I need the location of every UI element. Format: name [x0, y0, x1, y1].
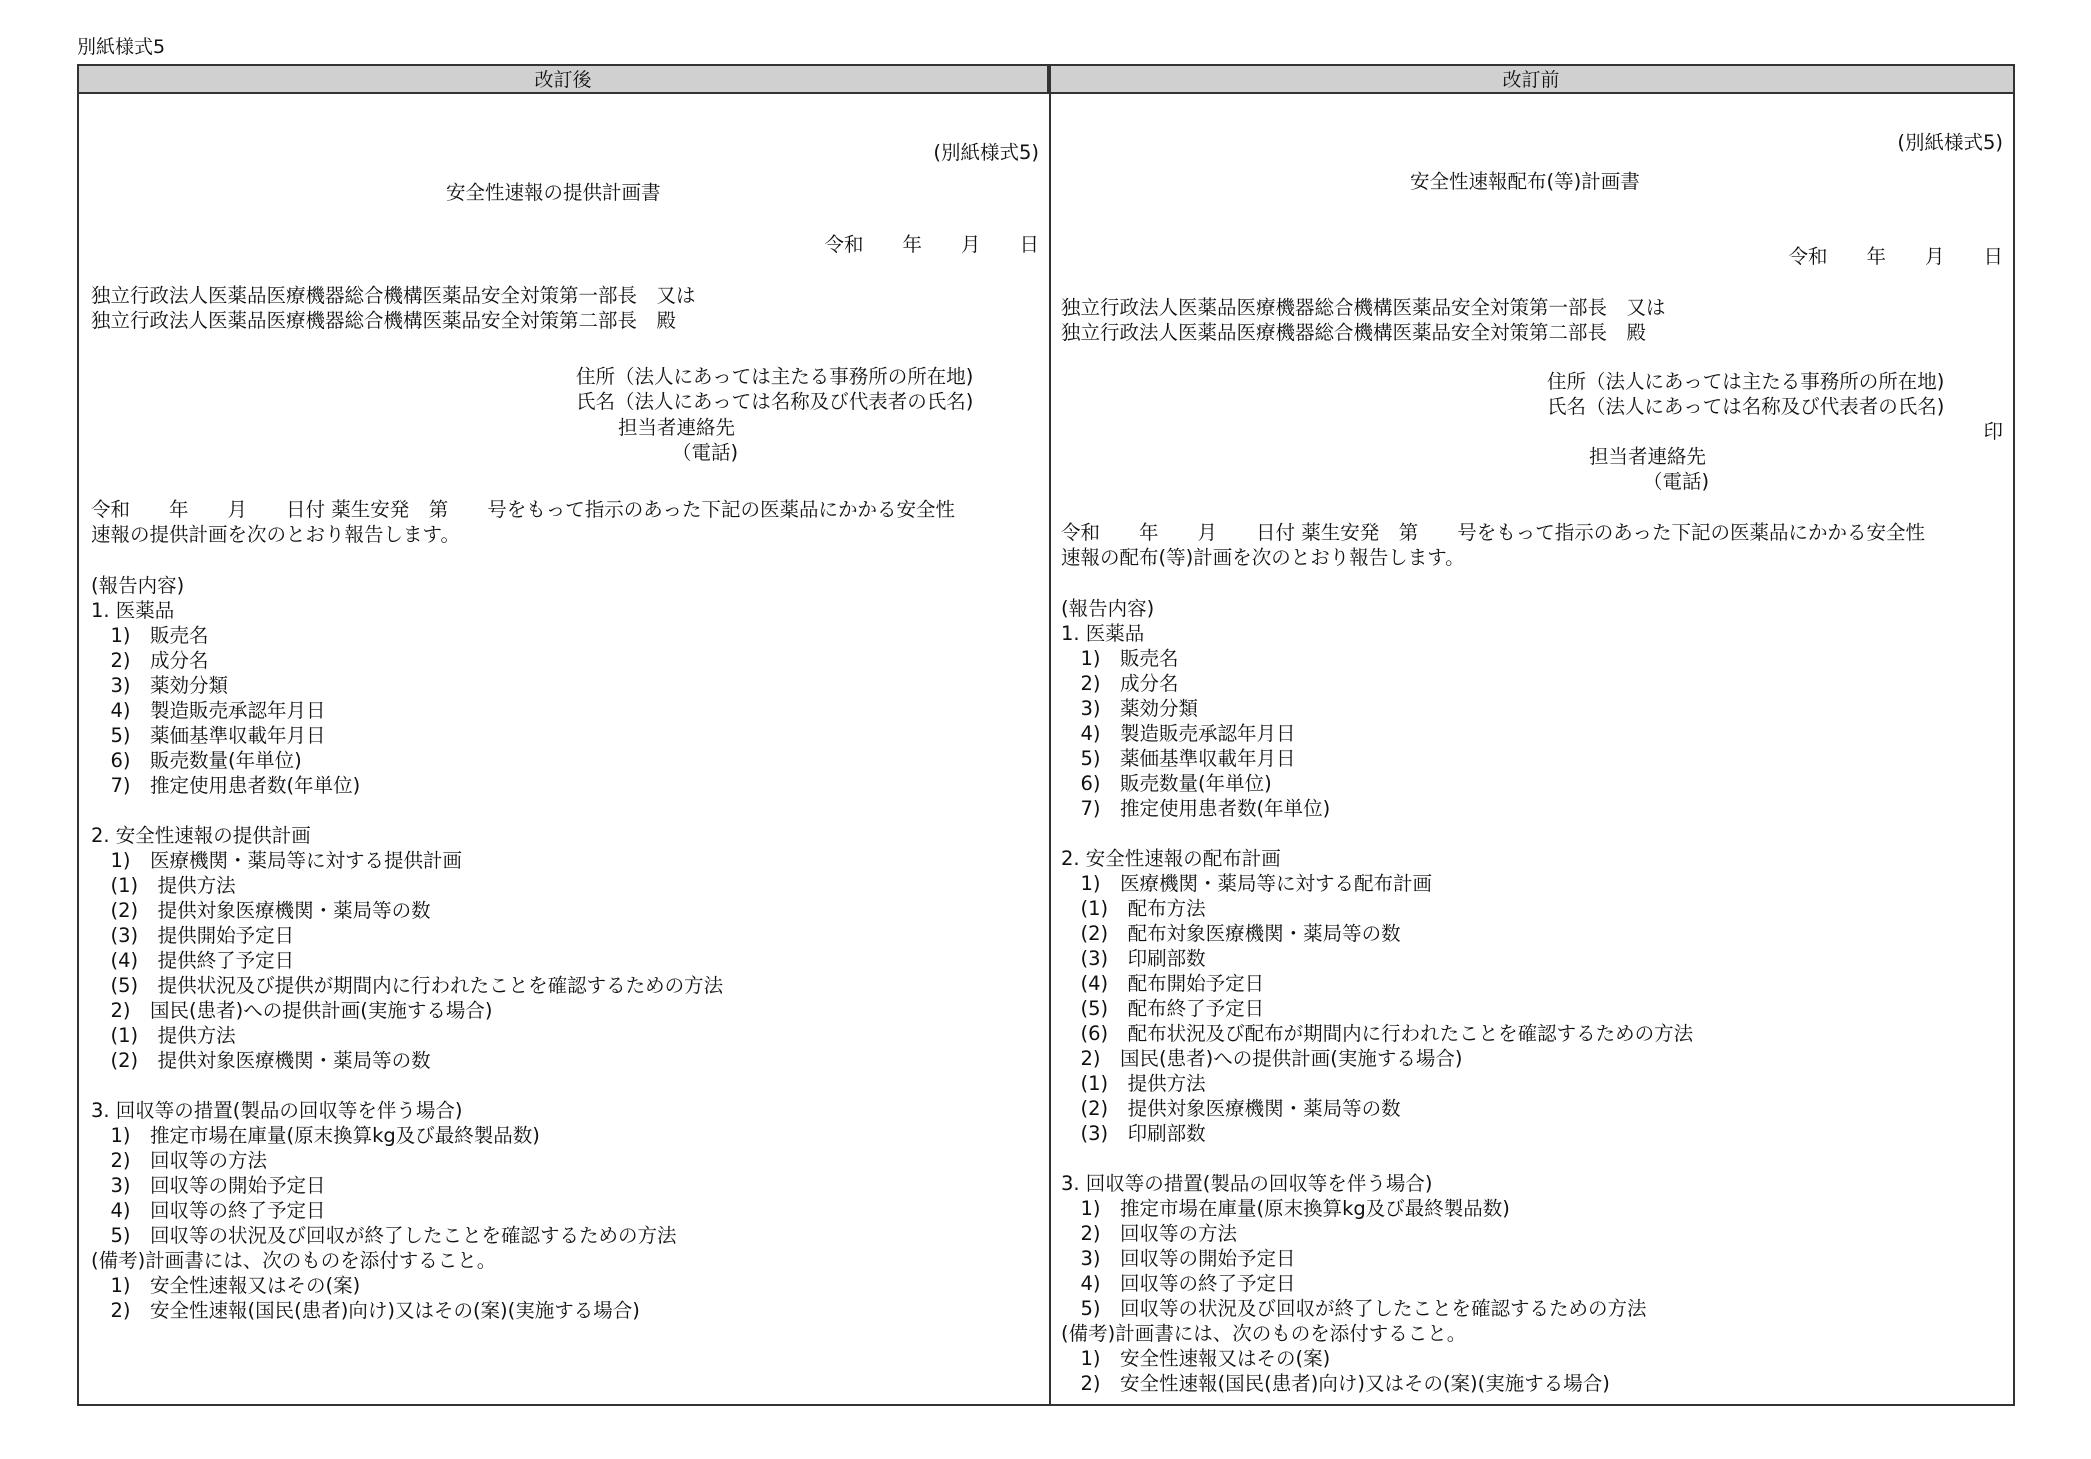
report-item: 2) 回収等の方法 [91, 1149, 268, 1172]
phone-line: （電話) [1643, 470, 1710, 493]
report-item: (報告内容) [91, 574, 185, 597]
report-item: 3) 回収等の開始予定日 [91, 1174, 326, 1197]
report-item: 2) 成分名 [1061, 672, 1179, 695]
report-item: (備考)計画書には、次のものを添付すること。 [91, 1249, 497, 1272]
report-item: (2) 配布対象医療機関・薬局等の数 [1061, 922, 1401, 945]
report-item: 1) 安全性速報又はその(案) [91, 1274, 361, 1297]
report-item: 1) 販売名 [1061, 647, 1179, 670]
header-before: 改訂前 [1049, 66, 2013, 94]
report-item: (1) 提供方法 [1061, 1072, 1206, 1095]
report-item: 1. 医薬品 [91, 599, 175, 622]
addressee-line-2: 独立行政法人医薬品医療機器総合機構医薬品安全対策第二部長 殿 [91, 309, 677, 332]
report-item: (3) 印刷部数 [1061, 1122, 1206, 1145]
date-line: 令和 年 月 日 [824, 233, 1039, 256]
report-item: (2) 提供対象医療機関・薬局等の数 [91, 1049, 431, 1072]
report-item: 4) 製造販売承認年月日 [91, 699, 326, 722]
report-item: (3) 印刷部数 [1061, 947, 1206, 970]
report-item: 7) 推定使用患者数(年単位) [91, 774, 361, 797]
report-item: 2) 安全性速報(国民(患者)向け)又はその(案)(実施する場合) [91, 1299, 640, 1322]
report-item: 3. 回収等の措置(製品の回収等を伴う場合) [91, 1099, 463, 1122]
report-item: 1) 販売名 [91, 624, 209, 647]
report-item: 2) 安全性速報(国民(患者)向け)又はその(案)(実施する場合) [1061, 1372, 1610, 1395]
report-item: (1) 提供方法 [91, 874, 236, 897]
contact-line: 担当者連絡先 [1589, 445, 1707, 468]
report-item: (4) 配布開始予定日 [1061, 972, 1265, 995]
body-line-1: 令和 年 月 日付 薬生安発 第 号をもって指示のあった下記の医薬品にかかる安全性 [91, 498, 956, 521]
report-item: 3) 回収等の開始予定日 [1061, 1247, 1296, 1270]
page-label: 別紙様式5 [77, 36, 166, 58]
report-item: (2) 提供対象医療機関・薬局等の数 [91, 899, 431, 922]
report-item: 7) 推定使用患者数(年単位) [1061, 797, 1331, 820]
report-item: (5) 配布終了予定日 [1061, 997, 1265, 1020]
report-item: 4) 回収等の終了予定日 [91, 1199, 326, 1222]
form-tag: (別紙様式5) [933, 141, 1039, 164]
report-item: 4) 回収等の終了予定日 [1061, 1272, 1296, 1295]
report-item: 2) 国民(患者)への提供計画(実施する場合) [1061, 1047, 1463, 1070]
report-item: 3) 薬効分類 [91, 674, 229, 697]
body-line-2: 速報の配布(等)計画を次のとおり報告します。 [1061, 546, 1465, 569]
report-item: (報告内容) [1061, 597, 1155, 620]
report-item: 3. 回収等の措置(製品の回収等を伴う場合) [1061, 1172, 1433, 1195]
report-item: 1) 推定市場在庫量(原末換算kg及び最終製品数) [1061, 1197, 1510, 1220]
report-item: 1) 推定市場在庫量(原末換算kg及び最終製品数) [91, 1124, 540, 1147]
form-title: 安全性速報配布(等)計画書 [1410, 170, 1640, 193]
seal-mark: 印 [1983, 420, 2003, 443]
report-item: 5) 回収等の状況及び回収が終了したことを確認するための方法 [1061, 1297, 1647, 1320]
comparison-table [77, 64, 2015, 1406]
report-item: 1) 安全性速報又はその(案) [1061, 1347, 1331, 1370]
report-item: 5) 回収等の状況及び回収が終了したことを確認するための方法 [91, 1224, 677, 1247]
report-item: 6) 販売数量(年単位) [1061, 772, 1272, 795]
contact-line: 担当者連絡先 [618, 416, 736, 439]
report-item: 5) 薬価基準収載年月日 [1061, 747, 1296, 770]
report-item: (1) 提供方法 [91, 1024, 236, 1047]
report-item: (1) 配布方法 [1061, 897, 1206, 920]
form-title: 安全性速報の提供計画書 [446, 181, 661, 204]
report-item: (備考)計画書には、次のものを添付すること。 [1061, 1322, 1467, 1345]
report-item: (5) 提供状況及び提供が期間内に行われたことを確認するための方法 [91, 974, 724, 997]
report-item: 4) 製造販売承認年月日 [1061, 722, 1296, 745]
report-item: 1) 医療機関・薬局等に対する配布計画 [1061, 872, 1433, 895]
report-item: 2) 国民(患者)への提供計画(実施する場合) [91, 999, 493, 1022]
report-item: 2. 安全性速報の提供計画 [91, 824, 311, 847]
body-line-1: 令和 年 月 日付 薬生安発 第 号をもって指示のあった下記の医薬品にかかる安全性 [1061, 521, 1926, 544]
report-item: (6) 配布状況及び配布が期間内に行われたことを確認するための方法 [1061, 1022, 1694, 1045]
address-line: 住所（法人にあっては主たる事務所の所在地) [1547, 370, 1945, 393]
column-before [1051, 94, 2013, 1404]
phone-line: （電話) [672, 441, 739, 464]
addressee-line-1: 独立行政法人医薬品医療機器総合機構医薬品安全対策第一部長 又は [91, 284, 696, 307]
form-tag: (別紙様式5) [1897, 131, 2003, 154]
date-line: 令和 年 月 日 [1788, 245, 2003, 268]
addressee-line-2: 独立行政法人医薬品医療機器総合機構医薬品安全対策第二部長 殿 [1061, 321, 1647, 344]
report-item: 6) 販売数量(年単位) [91, 749, 302, 772]
name-line: 氏名（法人にあっては名称及び代表者の氏名) [1547, 395, 1945, 418]
body-line-2: 速報の提供計画を次のとおり報告します。 [91, 523, 460, 546]
report-item: (3) 提供開始予定日 [91, 924, 295, 947]
report-item: (2) 提供対象医療機関・薬局等の数 [1061, 1097, 1401, 1120]
name-line: 氏名（法人にあっては名称及び代表者の氏名) [576, 390, 974, 413]
addressee-line-1: 独立行政法人医薬品医療機器総合機構医薬品安全対策第一部長 又は [1061, 296, 1666, 319]
report-item: 2) 成分名 [91, 649, 209, 672]
report-item: 1. 医薬品 [1061, 622, 1145, 645]
report-item: 2) 回収等の方法 [1061, 1222, 1238, 1245]
report-item: 5) 薬価基準収載年月日 [91, 724, 326, 747]
report-item: 1) 医療機関・薬局等に対する提供計画 [91, 849, 463, 872]
report-item: 2. 安全性速報の配布計画 [1061, 847, 1281, 870]
report-item: 3) 薬効分類 [1061, 697, 1199, 720]
column-after [79, 94, 1049, 1404]
report-item: (4) 提供終了予定日 [91, 949, 295, 972]
address-line: 住所（法人にあっては主たる事務所の所在地) [576, 365, 974, 388]
header-after: 改訂後 [79, 66, 1049, 94]
